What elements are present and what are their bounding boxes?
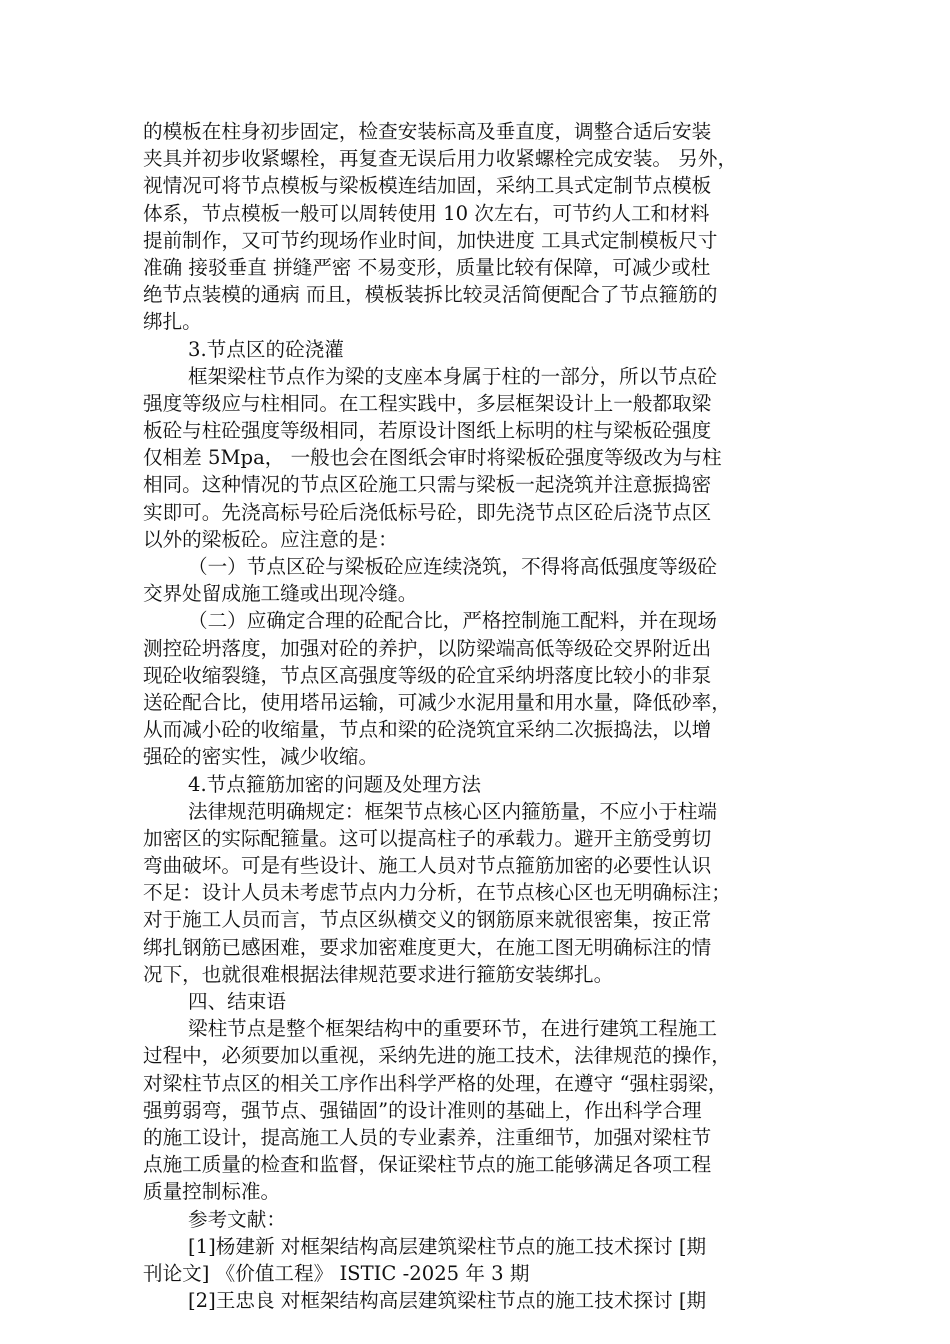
text-line: 况下，也就很难根据法律规范要求进行箍筋安装绑扎。 (143, 962, 614, 986)
text-line: 提前制作，又可节约现场作业时间，加快进度 工具式定制模板尺寸 (143, 228, 718, 252)
text-line: 参考文献： (188, 1207, 286, 1231)
text-line: 以外的梁板砼。应注意的是： (143, 527, 398, 551)
text-line: 不足：设计人员未考虑节点内力分析，在节点核心区也无明确标注； (143, 881, 731, 905)
text-line: 弯曲破坏。可是有些设计、施工人员对节点箍筋加密的必要性认识 (143, 854, 712, 878)
text-line: 质量控制标准。 (143, 1180, 281, 1204)
text-line: 强度等级应与柱相同。在工程实践中，多层框架设计上一般都取梁 (143, 391, 712, 415)
text-line: （一）节点区砼与梁板砼应连续浇筑，不得将高低强度等级砼 (188, 555, 718, 578)
text-line: 测控砼坍落度，加强对砼的养护，以防梁端高低等级砼交界附近出 (143, 636, 712, 660)
text-line: 框架梁柱节点作为梁的支座本身属于柱的一部分，所以节点砼 (188, 364, 718, 388)
text-line: 视情况可将节点模板与梁板模连结加固，采纳工具式定制节点模板 (143, 174, 712, 198)
text-line: 准确 接驳垂直 拼缝严密 不易变形，质量比较有保障，可减少或杜 (143, 255, 711, 279)
text-line: 强剪弱弯，强节点、强锚固”的设计准则的基础上，作出科学合理 (143, 1098, 702, 1122)
text-line: 绝节点装模的通病 而且，模板装拆比较灵活简便配合了节点箍筋的 (143, 283, 718, 307)
text-line: 4.节点箍筋加密的问题及处理方法 (188, 772, 482, 796)
text-line: 体系，节点模板一般可以周转使用 10 次左右，可节约人工和材料 (143, 201, 710, 225)
text-line: 的模板在柱身初步固定，检查安装标高及垂直度，调整合适后安装 (143, 120, 712, 143)
text-line: 强砼的密实性，减少收缩。 (143, 745, 379, 769)
text-line: 绑扎钢筋已感困难，要求加密难度更大，在施工图无明确标注的情 (143, 935, 712, 959)
text-line: [2]王忠良 对框架结构高层建筑梁柱节点的施工技术探讨 [期 (188, 1289, 707, 1313)
text-line: 对于施工人员而言，节点区纵横交义的钢筋原来就很密集，按正常 (143, 908, 712, 932)
text-line: 夹具并初步收紧螺栓，再复查无误后用力收紧螺栓完成安装。 另外， (143, 147, 738, 171)
text-line: 四、结束语 (188, 990, 286, 1013)
text-line: 板砼与柱砼强度等级相同，若原设计图纸上标明的柱与梁板砼强度 (143, 419, 712, 443)
text-line: 过程中，必须要加以重视，采纳先进的施工技术，法律规范的操作， (143, 1044, 731, 1068)
text-line: 点施工质量的检查和监督，保证梁柱节点的施工能够满足各项工程 (143, 1153, 712, 1177)
text-line: 仅相差 5Mpa， 一般也会在图纸会审时将梁板砼强度等级改为与柱 (143, 446, 722, 470)
text-line: 相同。这种情况的节点区砼施工只需与梁板一起浇筑并注意振捣密 (143, 473, 712, 497)
text-line: 加密区的实际配箍量。这可以提高柱子的承载力。避开主筋受剪切 (143, 826, 712, 850)
document-body (143, 118, 805, 1314)
text-line: 梁柱节点是整个框架结构中的重要环节，在进行建筑工程施工 (188, 1017, 718, 1041)
text-line: 送砼配合比，使用塔吊运输，可减少水泥用量和用水量，降低砂率， (143, 690, 731, 714)
text-line: 现砼收缩裂缝，节点区高强度等级的砼宜采纳坍落度比较小的非泵 (143, 663, 712, 687)
text-line: 3.节点区的砼浇灌 (188, 337, 344, 361)
text-line: 法律规范明确规定：框架节点核心区内箍筋量，不应小于柱端 (188, 799, 718, 823)
text-line: 刊论文] 《价值工程》 ISTIC -2025 年 3 期 (143, 1261, 530, 1285)
text-line: 的施工设计，提高施工人员的专业素养，注重细节，加强对梁柱节 (143, 1125, 712, 1149)
text-line: [1]杨建新 对框架结构高层建筑梁柱节点的施工技术探讨 [期 (188, 1234, 707, 1258)
text-line: （二）应确定合理的砼配合比，严格控制施工配料，并在现场 (188, 609, 718, 633)
text-line: 交界处留成施工缝或出现冷缝。 (143, 582, 418, 606)
text-line: 对梁柱节点区的相关工序作出科学严格的处理，在遵守 “强柱弱梁， (143, 1071, 728, 1095)
text-line: 绑扎。 (143, 310, 202, 334)
text-line: 从而减小砼的收缩量，节点和梁的砼浇筑宜采纳二次振捣法，以增 (143, 718, 712, 742)
text-line: 实即可。先浇高标号砼后浇低标号砼，即先浇节点区砼后浇节点区 (143, 500, 712, 524)
